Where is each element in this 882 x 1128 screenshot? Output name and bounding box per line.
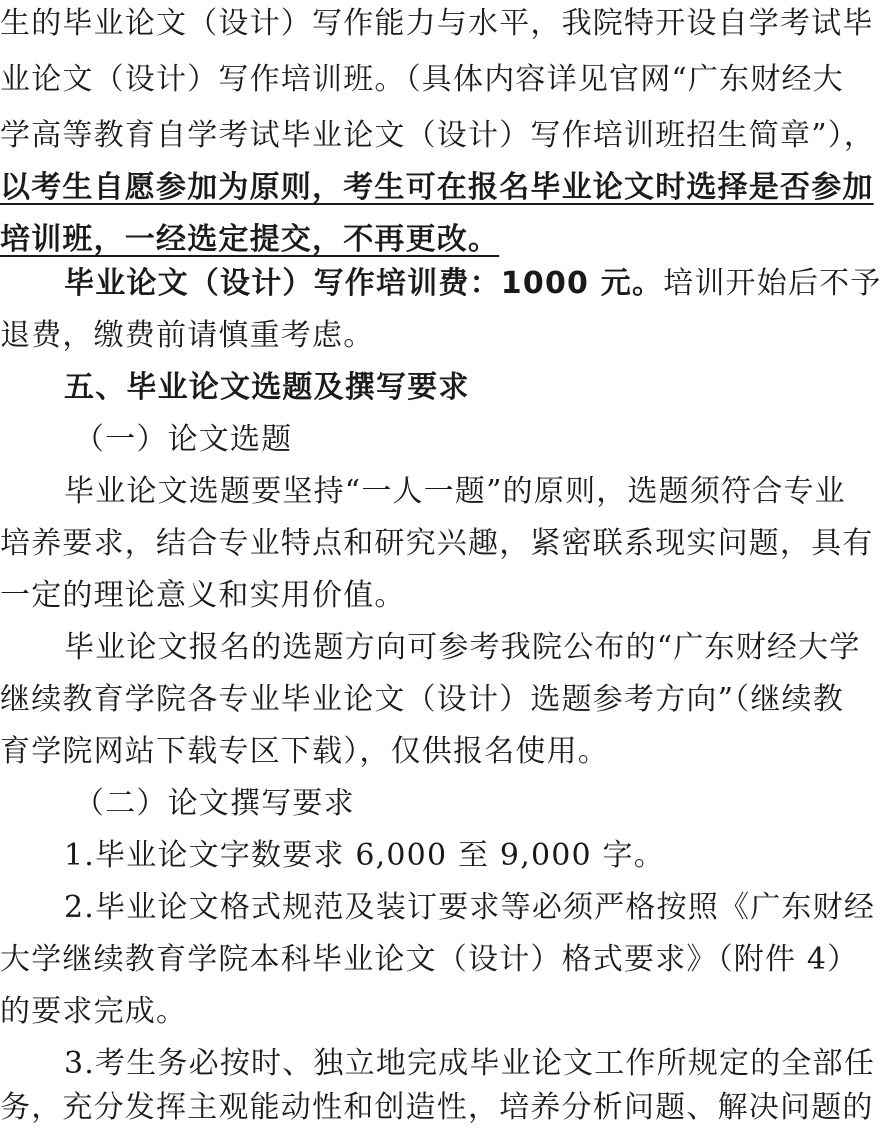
topic-paragraph-line-2: 培养要求，结合专业特点和研究兴趣，紧密联系现实问题，具有 <box>0 526 874 561</box>
subsection-heading-1: （一）论文选题 <box>74 422 293 457</box>
training-fee-statement: 毕业论文（设计）写作培训费：1000 元。 <box>64 266 664 301</box>
direction-paragraph-line-2: 继续教育学院各专业毕业论文（设计）选题参考方向”（继续教 <box>0 682 844 717</box>
paragraph-line-1: 生的毕业论文（设计）写作能力与水平，我院特开设自学考试毕 <box>0 6 874 41</box>
requirement-1: 1.毕业论文字数要求 6,000 至 9,000 字。 <box>64 838 665 873</box>
requirement-3-line-2: 务，充分发挥主观能动性和创造性，培养分析问题、解决问题的 <box>0 1090 874 1125</box>
subsection-heading-2: （二）论文撰写要求 <box>74 786 355 821</box>
requirement-3-line-1: 3.考生务必按时、独立地完成毕业论文工作所规定的全部任 <box>64 1046 876 1081</box>
section-heading-5: 五、毕业论文选题及撰写要求 <box>64 370 470 405</box>
requirement-2-line-3: 的要求完成。 <box>0 994 188 1029</box>
direction-paragraph-line-3: 育学院网站下载专区下载），仅供报名使用。 <box>0 734 609 769</box>
emphasized-line-2: 培训班，一经选定提交，不再更改。 <box>0 222 500 257</box>
paragraph-line-refund: 退费，缴费前请慎重考虑。 <box>0 318 375 353</box>
direction-paragraph-line-1: 毕业论文报名的选题方向可参考我院公布的“广东财经大学 <box>64 630 861 665</box>
paragraph-line-3: 学高等教育自学考试毕业论文（设计）写作培训班招生简章”）， <box>0 118 876 153</box>
emphasized-line-1: 以考生自愿参加为原则，考生可在报名毕业论文时选择是否参加 <box>0 170 874 205</box>
requirement-2-line-2: 大学继续教育学院本科毕业论文（设计）格式要求》（附件 4） <box>0 942 859 977</box>
topic-paragraph-line-3: 一定的理论意义和实用价值。 <box>0 578 406 613</box>
training-fee-line <box>64 264 882 304</box>
topic-paragraph-line-1: 毕业论文选题要坚持“一人一题”的原则，选题须符合专业 <box>64 474 846 509</box>
no-refund-note: 培训开始后不予 <box>663 266 882 301</box>
paragraph-line-2: 业论文（设计）写作培训班。（具体内容详见官网“广东财经大 <box>0 62 844 97</box>
requirement-2-line-1: 2.毕业论文格式规范及装订要求等必须严格按照《广东财经 <box>64 890 876 925</box>
